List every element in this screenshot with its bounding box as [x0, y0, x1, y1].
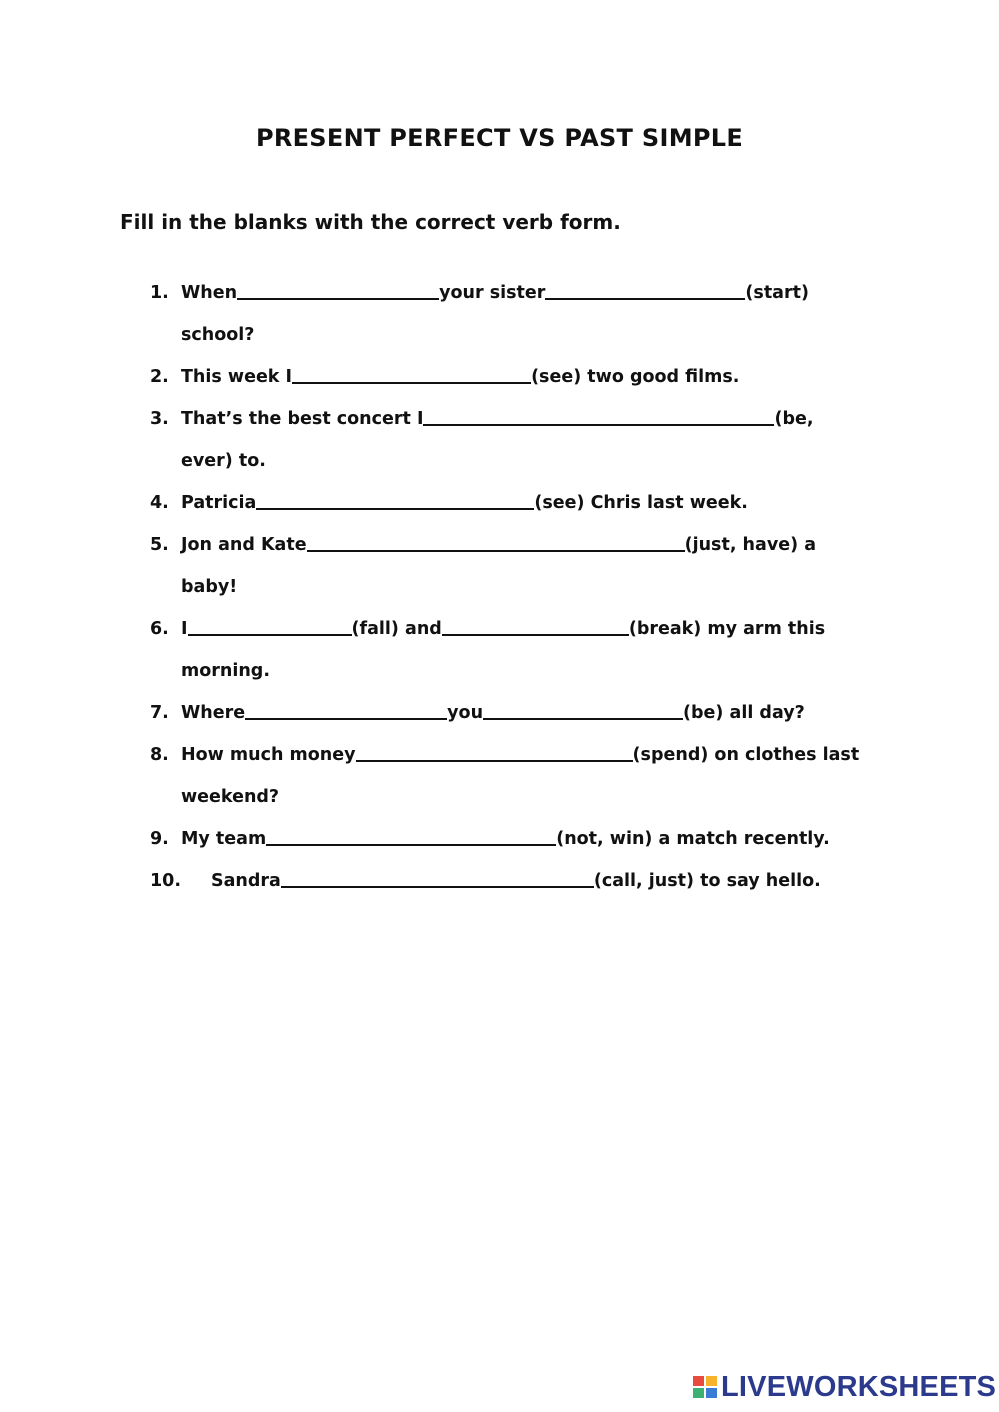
exercise-text: your sister	[439, 283, 546, 303]
exercise-number: 2.	[150, 367, 169, 387]
exercise-text: Where	[181, 703, 246, 723]
exercise-number: 7.	[150, 703, 169, 723]
exercise-number: 9.	[150, 829, 169, 849]
answer-blank[interactable]	[356, 743, 633, 763]
exercise-continuation: ever) to.	[181, 451, 266, 471]
exercise-item	[150, 272, 870, 356]
exercise-number: 3.	[150, 409, 169, 429]
logo-text: LIVEWORKSHEETS	[721, 1370, 997, 1403]
exercise-text: When	[181, 283, 238, 303]
exercise-text: (be,	[774, 409, 814, 429]
answer-blank[interactable]	[237, 281, 439, 301]
answer-blank[interactable]	[245, 701, 447, 721]
exercise-text: That’s the best concert I	[181, 409, 424, 429]
exercise-number: 1.	[150, 283, 169, 303]
logo-block	[706, 1376, 717, 1386]
exercise-text: This week I	[181, 367, 293, 387]
exercise-continuation: morning.	[181, 661, 270, 681]
exercise-text: (just, have) a	[684, 535, 816, 555]
exercise-text: (fall) and	[351, 619, 442, 639]
exercise-list	[150, 272, 870, 902]
instruction-text: Fill in the blanks with the correct verb form.	[120, 210, 621, 234]
worksheet-title: PRESENT PERFECT VS PAST SIMPLE	[255, 124, 744, 152]
exercise-text: (break) my arm this	[628, 619, 826, 639]
exercise-continuation: weekend?	[181, 787, 280, 807]
exercise-item	[150, 818, 870, 860]
exercise-text: you	[447, 703, 484, 723]
answer-blank[interactable]	[266, 827, 556, 847]
exercise-text: I	[181, 619, 188, 639]
logo-blocks-icon	[692, 1375, 718, 1399]
exercise-item	[150, 860, 870, 902]
exercise-continuation: school?	[181, 325, 255, 345]
logo-block	[693, 1376, 704, 1386]
answer-blank[interactable]	[423, 407, 774, 427]
exercise-number: 8.	[150, 745, 169, 765]
exercise-item	[150, 398, 870, 482]
exercise-text: (start)	[745, 283, 809, 303]
exercise-text: Sandra	[211, 871, 281, 891]
exercise-text: (not, win) a match recently.	[556, 829, 830, 849]
exercise-text: (be) all day?	[683, 703, 805, 723]
exercise-number: 6.	[150, 619, 169, 639]
exercise-text: How much money	[181, 745, 356, 765]
answer-blank[interactable]	[483, 701, 683, 721]
exercise-item	[150, 356, 870, 398]
exercise-item	[150, 692, 870, 734]
exercise-text: My team	[181, 829, 267, 849]
answer-blank[interactable]	[281, 869, 594, 889]
exercise-text: (spend) on clothes last	[632, 745, 860, 765]
answer-blank[interactable]	[188, 617, 352, 637]
exercise-item	[150, 608, 870, 692]
answer-blank[interactable]	[307, 533, 685, 553]
exercise-text: (see) Chris last week.	[534, 493, 748, 513]
exercise-item	[150, 524, 870, 608]
exercise-continuation: baby!	[181, 577, 238, 597]
exercise-number: 10.	[150, 871, 182, 891]
liveworksheets-logo[interactable]	[692, 1372, 996, 1402]
exercise-item	[150, 482, 870, 524]
exercise-item	[150, 734, 870, 818]
exercise-number: 5.	[150, 535, 169, 555]
exercise-text: (see) two good films.	[531, 367, 740, 387]
exercise-text: Jon and Kate	[181, 535, 307, 555]
answer-blank[interactable]	[256, 491, 534, 511]
answer-blank[interactable]	[545, 281, 745, 301]
exercise-text: (call, just) to say hello.	[593, 871, 821, 891]
logo-block	[693, 1388, 704, 1398]
exercise-number: 4.	[150, 493, 169, 513]
answer-blank[interactable]	[292, 365, 531, 385]
answer-blank[interactable]	[442, 617, 629, 637]
logo-block	[706, 1388, 717, 1398]
exercise-text: Patricia	[181, 493, 257, 513]
